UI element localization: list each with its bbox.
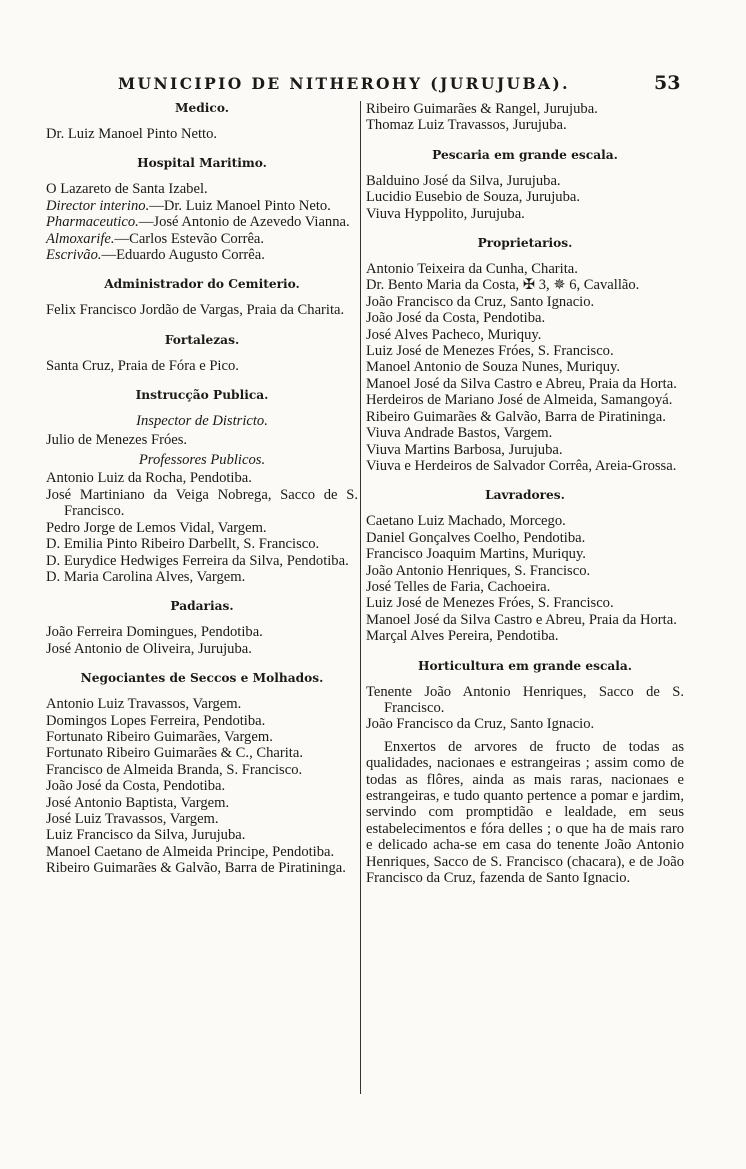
staff-entry [46,231,358,247]
list-item: José Luiz Travassos, Vargem. [46,810,219,827]
list-item: Julio de Menezes Fróes. [46,431,188,448]
list-item: Santa Cruz, Praia de Fóra e Pico. [46,357,239,374]
list-item: Viuva Hyppolito, Jurujuba. [366,205,525,222]
list-item: Tenente João Antonio Henriques, Sacco de S. Francisco. [366,683,684,716]
subheading-professores: Professores Publicos. [138,452,266,469]
staff-role: Pharmaceutico. [46,214,139,231]
list-item: Manoel Caetano de Almeida Principe, Pendotiba. [46,843,335,860]
list-item: Manoel José da Silva Castro e Abreu, Praia da Horta. [366,611,677,628]
list-item: Ribeiro Guimarães & Rangel, Jurujuba. [366,101,598,117]
list-item: Luiz José de Menezes Fróes, S. Francisco. [366,343,614,360]
list-item: Balduino José da Silva, Jurujuba. [366,172,561,189]
staff-role: Director interino. [46,197,150,214]
page-title: MUNICIPIO DE NITHEROHY (JURUJUBA). [118,74,570,93]
list-item: José Antonio Baptista, Vargem. [46,794,230,811]
list-item: Manoel Antonio de Souza Nunes, Muriquy. [366,359,621,376]
list-item: Domingos Lopes Ferreira, Pendotiba. [46,712,266,729]
list-item: Antonio Teixeira da Cunha, Charita. [366,261,578,278]
section-heading-pescaria: Pescaria em grande escala. [432,147,618,162]
staff-name: —Dr. Luiz Manoel Pinto Neto. [149,197,331,214]
list-item: Dr. Bento Maria da Costa, ✠ 3, ✵ 6, Cavallão. [366,277,640,294]
section-heading-horticultura: Horticultura em grande escala. [417,658,633,673]
section-heading-instrucao: Instrucção Publica. [135,388,269,403]
staff-role: Almoxarife. [46,230,115,247]
list-item: Fortunato Ribeiro Guimarães & C., Charita. [46,745,303,762]
list-item: Daniel Gonçalves Coelho, Pendotiba. [366,529,586,546]
staff-entry [46,247,358,263]
left-column [46,101,358,877]
staff-entry [46,198,358,214]
list-item: D. Emilia Pinto Ribeiro Darbellt, S. Francisco. [46,536,320,553]
list-item: D. Eurydice Hedwiges Ferreira da Silva, Pendotiba. [46,552,349,569]
list-item: Herdeiros de Mariano José de Almeida, Samangoyá. [366,392,673,409]
page-number: 53 [654,72,681,94]
list-item: José Telles de Faria, Cachoeira. [366,578,551,595]
list-item: Ribeiro Guimarães & Galvão, Barra de Piratininga. [366,408,666,425]
section-heading-medico: Medico. [175,101,229,115]
list-item: Viuva Martins Barbosa, Jurujuba. [366,441,563,458]
list-item: João Ferreira Domingues, Pendotiba. [46,624,263,641]
list-item: Luiz José de Menezes Fróes, S. Francisco. [366,595,614,612]
staff-entry [46,214,358,230]
list-item: D. Maria Carolina Alves, Vargem. [46,568,246,585]
section-heading-cemiterio: Administrador do Cemiterio. [104,277,300,292]
list-item: Dr. Luiz Manoel Pinto Netto. [46,126,218,142]
list-item: João José da Costa, Pendotiba. [46,778,226,795]
list-item: Thomaz Luiz Travassos, Jurujuba. [366,117,567,134]
list-item: Pedro Jorge de Lemos Vidal, Vargem. [46,519,267,536]
list-item: Marçal Alves Pereira, Pendotiba. [366,628,559,645]
section-heading-fortalezas: Fortalezas. [164,332,240,347]
page-header [0,70,746,100]
staff-name: —Carlos Estevão Corrêa. [114,230,265,247]
list-item: José Martiniano da Veiga Nobrega, Sacco de S. Francisco. [46,486,358,520]
list-item: Francisco Joaquim Martins, Muriquy. [366,546,586,563]
section-heading-negociantes: Negociantes de Seccos e Molhados. [80,671,324,686]
list-item: Lucidio Eusebio de Souza, Jurujuba. [366,189,580,206]
right-column [366,101,684,886]
list-item: Felix Francisco Jordão de Vargas, Praia da Charita. [46,302,345,319]
column-divider [360,101,361,1094]
list-item: João Francisco da Cruz, Santo Ignacio. [366,293,595,310]
staff-name: —Eduardo Augusto Corrêa. [101,247,265,264]
section-heading-lavradores: Lavradores. [485,488,565,503]
list-item: João José da Costa, Pendotiba. [366,310,546,327]
list-item: José Alves Pacheco, Muriquy. [366,326,542,343]
staff-role: Escrivão. [46,247,102,264]
list-item: O Lazareto de Santa Izabel. [46,181,208,198]
list-item: Caetano Luiz Machado, Morcego. [366,513,566,530]
section-heading-padarias: Padarias. [170,599,234,614]
section-heading-hospital: Hospital Maritimo. [137,156,267,171]
list-item: José Antonio de Oliveira, Jurujuba. [46,640,252,657]
list-item: Antonio Luiz Travassos, Vargem. [46,696,242,713]
horticultura-paragraph: Enxertos de arvores de fructo de todas as qualidades, nacionaes e estrangeiras ; assim como de todas as flôres, ainda as mais raras, nacionaes e estrangeiras, e tudo quanto pertence a pomar e jardim, servindo com promptidão e lealdade, em seus estabelecimentos e fóra delles ; o que ha de mais raro e delicado acha-se em casa do tenente João Antonio Henriques, Sacco de S. Francisco (chacara), e de João Francisco da Cruz, fazenda de Santo Ignacio. [366,738,684,887]
list-item: Francisco de Almeida Branda, S. Francisco. [46,761,303,778]
section-heading-proprietarios: Proprietarios. [477,236,573,251]
list-item: João Francisco da Cruz, Santo Ignacio. [366,716,595,733]
list-item: Viuva e Herdeiros de Salvador Corrêa, Areia-Grossa. [366,457,677,474]
list-item: Viuva Andrade Bastos, Vargem. [366,425,553,442]
list-item: Fortunato Ribeiro Guimarães, Vargem. [46,728,273,745]
list-item: Manoel José da Silva Castro e Abreu, Praia da Horta. [366,375,677,392]
list-item: Ribeiro Guimarães & Galvão, Barra de Piratininga. [46,860,346,877]
list-item: Luiz Francisco da Silva, Jurujuba. [46,827,246,844]
subheading-inspector: Inspector de Districto. [136,413,268,430]
list-item: Antonio Luiz da Rocha, Pendotiba. [46,470,252,487]
list-item: João Antonio Henriques, S. Francisco. [366,562,591,579]
staff-name: —José Antonio de Azevedo Vianna. [138,214,350,231]
